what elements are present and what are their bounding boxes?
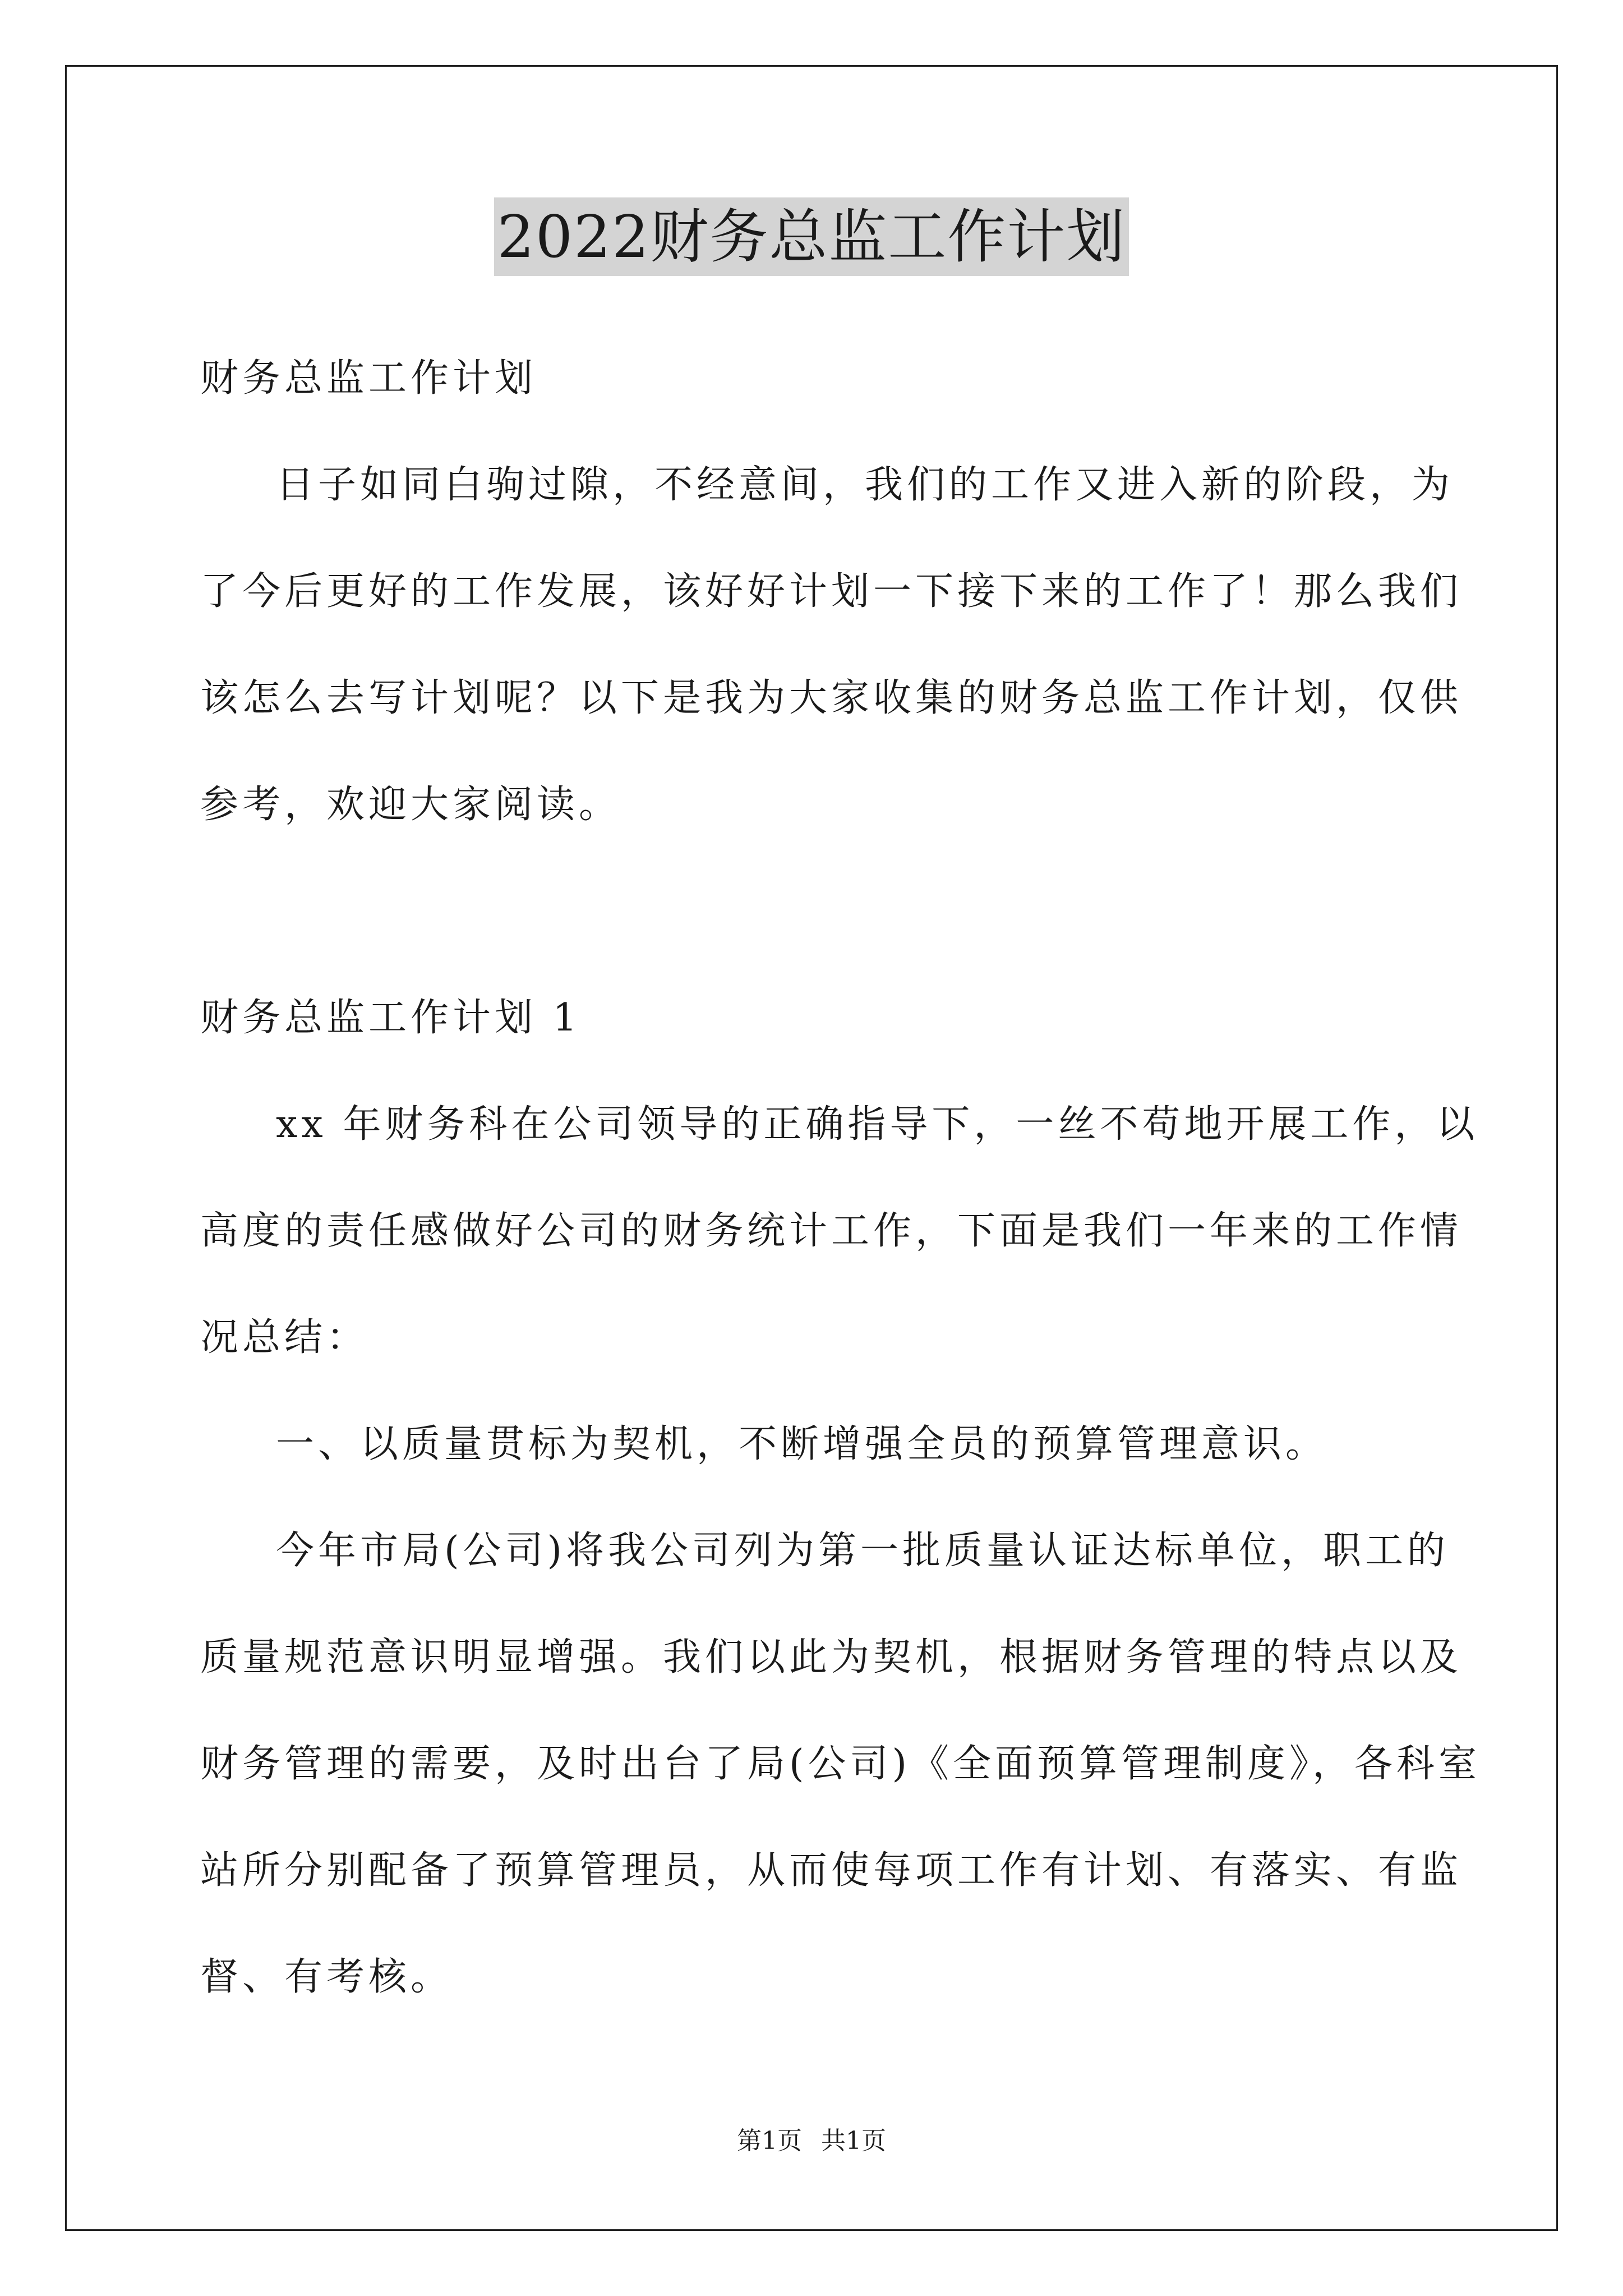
intro-line: 参考，欢迎大家阅读。 <box>200 783 621 827</box>
paragraph-line: 站所分别配备了预算管理员，从而使每项工作有计划、有落实、有监 <box>200 1848 1463 1893</box>
paragraph-line: 督、有考核。 <box>200 1955 453 1999</box>
title-container <box>0 197 1623 276</box>
paragraph-line: 财务管理的需要，及时出台了局(公司)《全面预算管理制度》，各科室 <box>200 1742 1481 1786</box>
intro-line: 了今后更好的工作发展，该好好计划一下接下来的工作了！那么我们 <box>200 569 1463 614</box>
intro-line: 该怎么去写计划呢？以下是我为大家收集的财务总监工作计划，仅供 <box>200 676 1463 720</box>
page-number: 第1页 共1页 <box>737 2127 886 2155</box>
document-title: 2022财务总监工作计划 <box>494 197 1129 276</box>
paragraph-line: 况总结： <box>200 1315 369 1360</box>
document-subtitle: 财务总监工作计划 <box>200 356 537 401</box>
paragraph-line: 高度的责任感做好公司的财务统计工作，下面是我们一年来的工作情 <box>200 1209 1463 1253</box>
section-heading: 财务总监工作计划 1 <box>200 996 581 1040</box>
point-heading: 一、以质量贯标为契机，不断增强全员的预算管理意识。 <box>276 1422 1328 1466</box>
paragraph-line: xx 年财务科在公司领导的正确指导下，一丝不苟地开展工作，以 <box>276 1102 1479 1147</box>
paragraph-line: 质量规范意识明显增强。我们以此为契机，根据财务管理的特点以及 <box>200 1635 1463 1680</box>
paragraph-line: 今年市局(公司)将我公司列为第一批质量认证达标单位，职工的 <box>276 1529 1450 1573</box>
intro-line: 日子如同白驹过隙，不经意间，我们的工作又进入新的阶段，为 <box>276 463 1454 507</box>
